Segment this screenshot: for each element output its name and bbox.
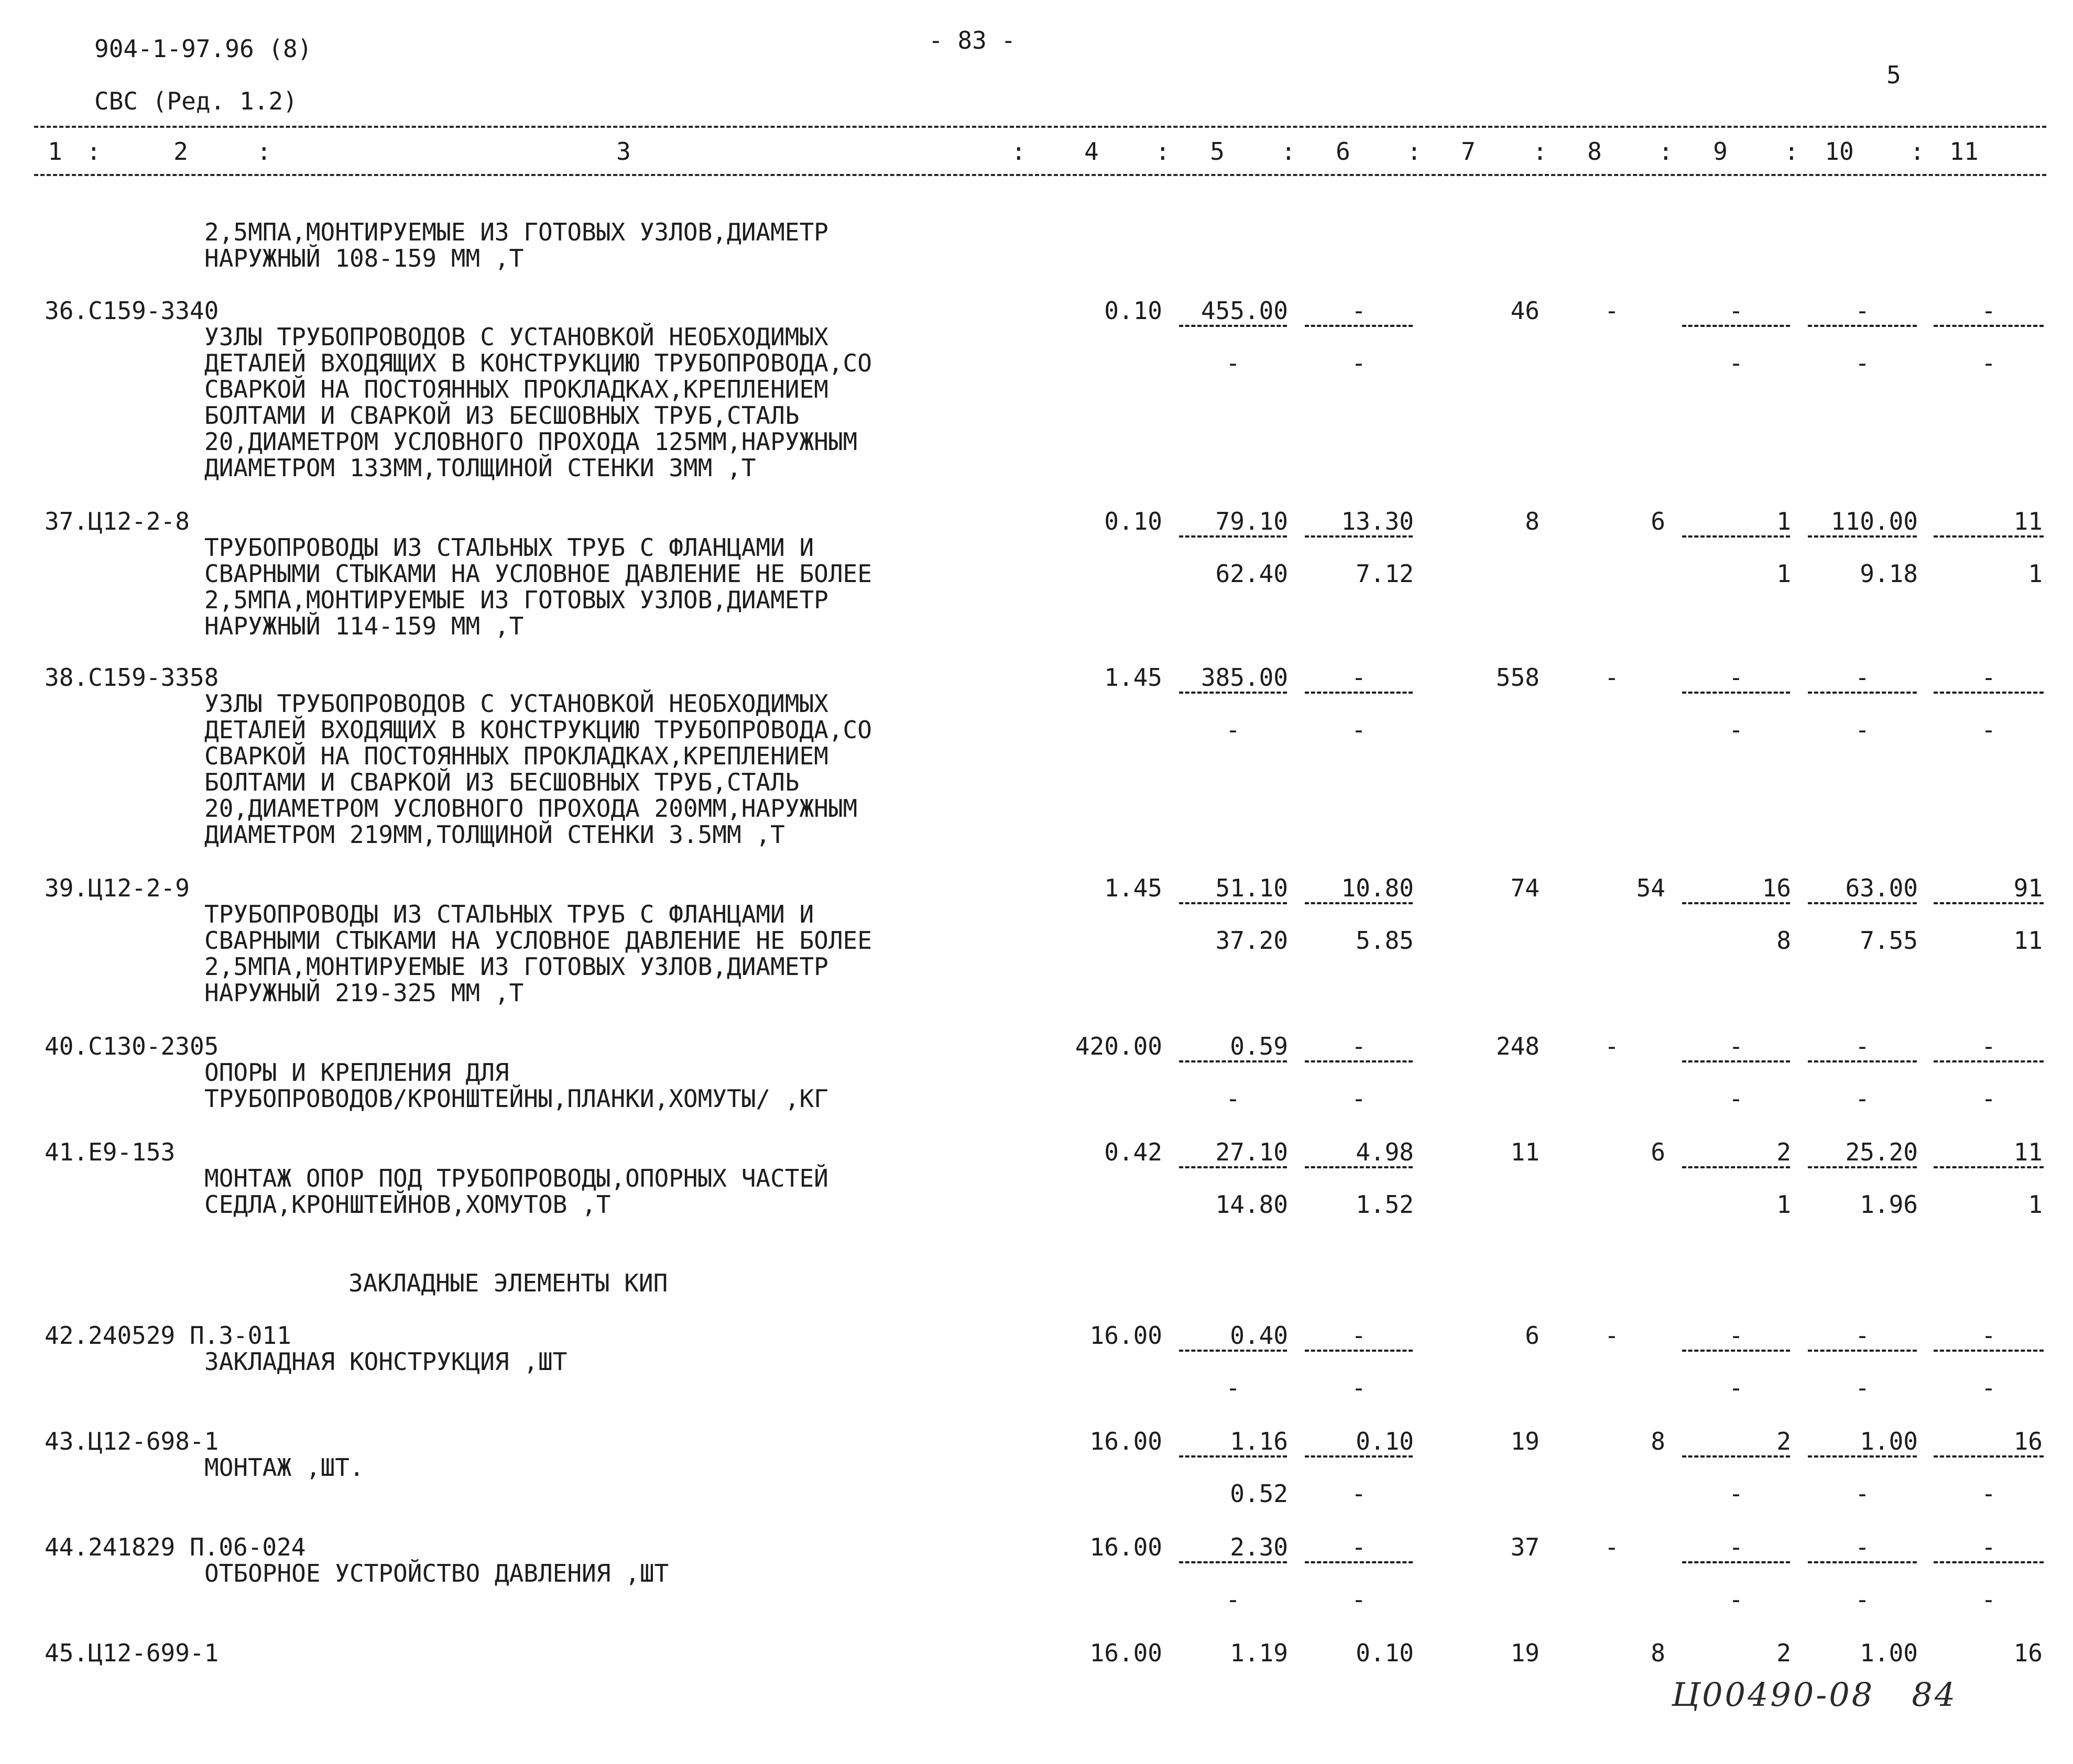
value-c9-top: 2 <box>1776 1639 1791 1667</box>
col8-value: - <box>1605 1321 1619 1350</box>
row-description-line: СВАРКОЙ НА ПОСТОЯННЫХ ПРОКЛАДКАХ,КРЕПЛЕНИЕМ <box>204 375 828 403</box>
quantity-value: 420.00 <box>1075 1032 1162 1060</box>
col8-value: - <box>1605 1032 1619 1060</box>
fraction-divider <box>1682 902 1790 904</box>
carryover-description-line: НАРУЖНЫЙ 108-159 ММ ,Т <box>204 244 524 272</box>
value-c6-top: 0.10 <box>1356 1427 1414 1455</box>
fraction-divider <box>1682 1166 1790 1168</box>
value-c9-bottom: - <box>1729 1084 1743 1113</box>
row-description-line: ДЕТАЛЕЙ ВХОДЯЩИХ В КОНСТРУКЦИЮ ТРУБОПРОВОДА,СО <box>204 349 872 377</box>
value-c5-bottom: - <box>1226 1084 1240 1113</box>
value-c10-top: 110.00 <box>1830 507 1918 535</box>
value-c6-bottom: 5.85 <box>1356 926 1414 955</box>
value-c11-bottom: - <box>1981 349 1996 377</box>
value-c6-bottom: - <box>1351 1480 1366 1508</box>
value-c6-top: - <box>1351 1321 1366 1350</box>
fraction-divider <box>1682 1561 1790 1563</box>
row-description-line: СВАРНЫМИ СТЫКАМИ НА УСЛОВНОЕ ДАВЛЕНИЕ НЕ БОЛЕЕ <box>204 926 872 955</box>
row-description-line: СВАРНЫМИ СТЫКАМИ НА УСЛОВНОЕ ДАВЛЕНИЕ НЕ БОЛЕЕ <box>204 560 872 588</box>
fraction-divider <box>1305 535 1413 538</box>
value-c10-top: - <box>1855 1321 1870 1350</box>
value-c6-bottom: 1.52 <box>1356 1190 1414 1219</box>
value-c10-bottom: - <box>1855 716 1870 744</box>
value-c5-bottom: - <box>1226 349 1240 377</box>
value-c11-top: 11 <box>2013 1138 2043 1166</box>
row-description-line: ДИАМЕТРОМ 219ММ,ТОЛЩИНОЙ СТЕНКИ 3.5ММ ,Т <box>204 820 785 849</box>
value-c10-bottom: - <box>1855 1374 1870 1402</box>
column-header-8: 8 <box>1587 137 1602 166</box>
fraction-divider <box>1934 1561 2044 1563</box>
col8-value: 8 <box>1651 1427 1665 1455</box>
value-c5-bottom: 14.80 <box>1215 1190 1288 1219</box>
value-c9-top: - <box>1729 1032 1743 1060</box>
value-c9-bottom: 8 <box>1776 926 1791 955</box>
value-c11-bottom: - <box>1981 716 1996 744</box>
col8-value: 54 <box>1636 874 1665 902</box>
col7-value: 11 <box>1510 1138 1540 1166</box>
row-description-line: ТРУБОПРОВОДЫ ИЗ СТАЛЬНЫХ ТРУБ С ФЛАНЦАМИ И <box>204 533 814 562</box>
fraction-divider <box>1305 325 1413 327</box>
row-description-line: 2,5МПА,МОНТИРУЕМЫЕ ИЗ ГОТОВЫХ УЗЛОВ,ДИАМЕТР <box>204 586 828 614</box>
value-c5-top: 385.00 <box>1201 663 1288 692</box>
value-c11-top: - <box>1981 663 1996 692</box>
value-c6-top: - <box>1351 297 1366 325</box>
value-c5-bottom: 37.20 <box>1215 926 1288 955</box>
value-c11-bottom: - <box>1981 1374 1996 1402</box>
row-description-line: СЕДЛА,КРОНШТЕЙНОВ,ХОМУТОВ ,Т <box>204 1190 611 1219</box>
col7-value: 8 <box>1525 507 1540 535</box>
column-header-2: 2 <box>173 137 188 166</box>
fraction-divider <box>1179 1060 1287 1062</box>
row-code: 40.С130-2305 <box>45 1032 219 1060</box>
value-c9-top: 16 <box>1762 874 1791 902</box>
value-c10-top: - <box>1855 1032 1870 1060</box>
column-separator: : <box>1281 137 1296 166</box>
value-c6-bottom: 7.12 <box>1356 560 1414 588</box>
row-code: 37.Ц12-2-8 <box>45 507 190 535</box>
column-header-1: 1 <box>48 137 62 166</box>
quantity-value: 1.45 <box>1104 874 1162 902</box>
row-code: 45.Ц12-699-1 <box>45 1639 219 1667</box>
quantity-value: 16.00 <box>1089 1427 1162 1455</box>
fraction-divider <box>1808 692 1917 694</box>
value-c6-bottom: - <box>1351 1374 1366 1402</box>
col8-value: 8 <box>1651 1639 1665 1667</box>
value-c5-top: 2.30 <box>1230 1533 1288 1561</box>
column-separator: : <box>1533 137 1547 166</box>
value-c5-top: 455.00 <box>1201 297 1288 325</box>
col7-value: 37 <box>1510 1533 1540 1561</box>
value-c10-bottom: 9.18 <box>1860 560 1918 588</box>
fraction-divider <box>1934 692 2044 694</box>
value-c5-bottom: - <box>1226 1374 1240 1402</box>
value-c9-top: - <box>1729 1321 1743 1350</box>
col8-value: 6 <box>1651 1138 1665 1166</box>
value-c10-bottom: 7.55 <box>1860 926 1918 955</box>
row-code: 38.С159-3358 <box>45 663 219 692</box>
row-code: 43.Ц12-698-1 <box>45 1427 219 1455</box>
fraction-divider <box>1934 1166 2044 1168</box>
fraction-divider <box>1682 692 1790 694</box>
fraction-divider <box>1179 325 1287 327</box>
value-c9-bottom: - <box>1729 349 1743 377</box>
fraction-divider <box>1305 1561 1413 1563</box>
col7-value: 248 <box>1496 1032 1540 1060</box>
value-c10-top: 1.00 <box>1860 1427 1918 1455</box>
value-c9-top: 2 <box>1776 1138 1791 1166</box>
col7-value: 19 <box>1510 1639 1540 1667</box>
value-c10-top: - <box>1855 663 1870 692</box>
value-c6-top: - <box>1351 663 1366 692</box>
column-header-4: 4 <box>1084 137 1099 166</box>
value-c5-top: 79.10 <box>1215 507 1288 535</box>
value-c6-bottom: - <box>1351 716 1366 744</box>
fraction-divider <box>1305 1455 1413 1458</box>
value-c10-top: 25.20 <box>1845 1138 1918 1166</box>
fraction-divider <box>1808 1455 1917 1458</box>
value-c10-top: 1.00 <box>1860 1639 1918 1667</box>
row-description-line: МОНТАЖ ,ШТ. <box>204 1453 364 1482</box>
row-description-line: МОНТАЖ ОПОР ПОД ТРУБОПРОВОДЫ,ОПОРНЫХ ЧАСТЕЙ <box>204 1164 828 1192</box>
value-c6-bottom: - <box>1351 1084 1366 1113</box>
fraction-divider <box>1305 692 1413 694</box>
value-c11-top: 91 <box>2013 874 2043 902</box>
carryover-description-line: 2,5МПА,МОНТИРУЕМЫЕ ИЗ ГОТОВЫХ УЗЛОВ,ДИАМЕТР <box>204 218 828 246</box>
fraction-divider <box>1179 902 1287 904</box>
col7-value: 74 <box>1510 874 1540 902</box>
fraction-divider <box>1682 1455 1790 1458</box>
value-c9-top: - <box>1729 1533 1743 1561</box>
value-c11-top: 16 <box>2013 1427 2043 1455</box>
row-description-line: ТРУБОПРОВОДЫ ИЗ СТАЛЬНЫХ ТРУБ С ФЛАНЦАМИ И <box>204 900 814 928</box>
fraction-divider <box>1934 325 2044 327</box>
row-description-line: ОТБОРНОЕ УСТРОЙСТВО ДАВЛЕНИЯ ,ШТ <box>204 1559 669 1587</box>
value-c11-top: 16 <box>2013 1639 2043 1667</box>
value-c6-top: - <box>1351 1032 1366 1060</box>
row-description-line: 2,5МПА,МОНТИРУЕМЫЕ ИЗ ГОТОВЫХ УЗЛОВ,ДИАМЕТР <box>204 952 828 981</box>
fraction-divider <box>1305 1350 1413 1352</box>
fraction-divider <box>1808 1060 1917 1062</box>
value-c11-bottom: - <box>1981 1084 1996 1113</box>
handwritten-note: Ц00490-08 84 <box>1672 1675 1958 1714</box>
col7-value: 6 <box>1525 1321 1540 1350</box>
fraction-divider <box>1682 535 1790 538</box>
column-header-7: 7 <box>1461 137 1476 166</box>
value-c10-bottom: 1.96 <box>1860 1190 1918 1219</box>
value-c11-bottom: 1 <box>2028 1190 2043 1219</box>
column-separator: : <box>1659 137 1673 166</box>
fraction-divider <box>1808 902 1917 904</box>
col8-value: - <box>1605 663 1619 692</box>
quantity-value: 0.10 <box>1104 297 1162 325</box>
quantity-value: 0.10 <box>1104 507 1162 535</box>
row-code: 36.С159-3340 <box>45 297 219 325</box>
page-marker: - 83 - <box>929 26 1016 54</box>
row-description-line: 20,ДИАМЕТРОМ УСЛОВНОГО ПРОХОДА 200ММ,НАРУЖНЫМ <box>204 794 858 823</box>
value-c6-top: 0.10 <box>1356 1639 1414 1667</box>
column-header-11: 11 <box>1949 137 1979 166</box>
value-c6-top: 13.30 <box>1341 507 1414 535</box>
row-description-line: БОЛТАМИ И СВАРКОЙ ИЗ БЕСШОВНЫХ ТРУБ,СТАЛЬ <box>204 401 800 430</box>
value-c6-top: 4.98 <box>1356 1138 1414 1166</box>
fraction-divider <box>1934 1060 2044 1062</box>
fraction-divider <box>1934 902 2044 904</box>
row-code: 39.Ц12-2-9 <box>45 874 190 902</box>
row-description-line: УЗЛЫ ТРУБОПРОВОДОВ С УСТАНОВКОЙ НЕОБХОДИМЫХ <box>204 689 828 718</box>
col8-value: 6 <box>1651 507 1665 535</box>
fraction-divider <box>1808 325 1917 327</box>
value-c9-bottom: - <box>1729 1585 1743 1614</box>
row-description-line: ЗАКЛАДНАЯ КОНСТРУКЦИЯ ,ШТ <box>204 1347 568 1376</box>
value-c9-bottom: 1 <box>1776 560 1791 588</box>
value-c11-top: 11 <box>2013 507 2043 535</box>
fraction-divider <box>1305 902 1413 904</box>
fraction-divider <box>1682 1350 1790 1352</box>
fraction-divider <box>1682 325 1790 327</box>
col7-value: 558 <box>1496 663 1540 692</box>
col8-value: - <box>1605 1533 1619 1561</box>
fraction-divider <box>1305 1060 1413 1062</box>
quantity-value: 16.00 <box>1089 1533 1162 1561</box>
value-c11-bottom: 1 <box>2028 560 2043 588</box>
value-c9-top: - <box>1729 297 1743 325</box>
column-separator: : <box>86 137 101 166</box>
row-description-line: ДИАМЕТРОМ 133ММ,ТОЛЩИНОЙ СТЕНКИ 3ММ ,Т <box>204 454 756 482</box>
row-description-line: ДЕТАЛЕЙ ВХОДЯЩИХ В КОНСТРУКЦИЮ ТРУБОПРОВОДА,СО <box>204 716 872 744</box>
column-separator: : <box>1910 137 1925 166</box>
fraction-divider <box>1934 1455 2044 1458</box>
value-c9-top: 2 <box>1776 1427 1791 1455</box>
row-code: 41.Е9-153 <box>45 1138 176 1166</box>
fraction-divider <box>1808 1350 1917 1352</box>
doc-code: 904-1-97.96 (8) <box>94 35 312 63</box>
fraction-divider <box>1179 535 1287 538</box>
col7-value: 46 <box>1510 297 1540 325</box>
value-c9-bottom: - <box>1729 1374 1743 1402</box>
fraction-divider <box>1934 535 2044 538</box>
value-c10-top: - <box>1855 1533 1870 1561</box>
row-description-line: БОЛТАМИ И СВАРКОЙ ИЗ БЕСШОВНЫХ ТРУБ,СТАЛЬ <box>204 768 800 796</box>
value-c11-top: - <box>1981 1032 1996 1060</box>
value-c5-bottom: 62.40 <box>1215 560 1288 588</box>
row-description-line: ОПОРЫ И КРЕПЛЕНИЯ ДЛЯ <box>204 1058 509 1087</box>
value-c5-bottom: - <box>1226 1585 1240 1614</box>
value-c10-top: 63.00 <box>1845 874 1918 902</box>
row-description-line: НАРУЖНЫЙ 219-325 ММ ,Т <box>204 979 524 1007</box>
value-c5-top: 0.40 <box>1230 1321 1288 1350</box>
fraction-divider <box>1179 692 1287 694</box>
col8-value: - <box>1605 297 1619 325</box>
value-c9-bottom: 1 <box>1776 1190 1791 1219</box>
value-c5-top: 1.16 <box>1230 1427 1288 1455</box>
fraction-divider <box>1808 1561 1917 1563</box>
quantity-value: 16.00 <box>1089 1321 1162 1350</box>
value-c6-bottom: - <box>1351 1585 1366 1614</box>
column-header-10: 10 <box>1825 137 1854 166</box>
value-c6-top: 10.80 <box>1341 874 1414 902</box>
fraction-divider <box>1179 1166 1287 1168</box>
value-c6-top: - <box>1351 1533 1366 1561</box>
value-c11-top: - <box>1981 1321 1996 1350</box>
column-separator: : <box>1784 137 1799 166</box>
value-c11-bottom: 11 <box>2013 926 2043 955</box>
column-separator: : <box>1155 137 1170 166</box>
fraction-divider <box>1179 1561 1287 1563</box>
value-c5-bottom: 0.52 <box>1230 1480 1288 1508</box>
row-description-line: ТРУБОПРОВОДОВ/КРОНШТЕЙНЫ,ПЛАНКИ,ХОМУТЫ/ ,КГ <box>204 1084 828 1113</box>
value-c10-bottom: - <box>1855 1480 1870 1508</box>
fraction-divider <box>1179 1455 1287 1458</box>
row-code: 44.241829 П.06-024 <box>45 1533 306 1561</box>
header-rule-top <box>34 126 2046 128</box>
value-c5-top: 27.10 <box>1215 1138 1288 1166</box>
value-c10-bottom: - <box>1855 1585 1870 1614</box>
value-c5-top: 1.19 <box>1230 1639 1288 1667</box>
quantity-value: 0.42 <box>1104 1138 1162 1166</box>
value-c5-top: 0.59 <box>1230 1032 1288 1060</box>
section-heading: ЗАКЛАДНЫЕ ЭЛЕМЕНТЫ КИП <box>348 1269 668 1297</box>
value-c10-bottom: - <box>1855 1084 1870 1113</box>
fraction-divider <box>1682 1060 1790 1062</box>
fraction-divider <box>1934 1350 2044 1352</box>
row-description-line: 20,ДИАМЕТРОМ УСЛОВНОГО ПРОХОДА 125ММ,НАРУЖНЫМ <box>204 428 858 456</box>
value-c5-bottom: - <box>1226 716 1240 744</box>
column-separator: : <box>1011 137 1026 166</box>
column-header-3: 3 <box>616 137 631 166</box>
value-c11-top: - <box>1981 1533 1996 1561</box>
value-c11-bottom: - <box>1981 1480 1996 1508</box>
value-c9-bottom: - <box>1729 1480 1743 1508</box>
value-c5-top: 51.10 <box>1215 874 1288 902</box>
fraction-divider <box>1808 1166 1917 1168</box>
column-header-6: 6 <box>1336 137 1350 166</box>
fraction-divider <box>1305 1166 1413 1168</box>
col7-value: 19 <box>1510 1427 1540 1455</box>
value-c6-bottom: - <box>1351 349 1366 377</box>
row-description-line: СВАРКОЙ НА ПОСТОЯННЫХ ПРОКЛАДКАХ,КРЕПЛЕНИЕМ <box>204 742 828 770</box>
value-c10-bottom: - <box>1855 349 1870 377</box>
value-c11-top: - <box>1981 297 1996 325</box>
quantity-value: 1.45 <box>1104 663 1162 692</box>
fraction-divider <box>1179 1350 1287 1352</box>
section-number: 5 <box>1886 61 1901 89</box>
header-rule-bottom <box>34 174 2046 176</box>
row-code: 42.240529 П.3-011 <box>45 1321 291 1350</box>
quantity-value: 16.00 <box>1089 1639 1162 1667</box>
value-c9-bottom: - <box>1729 716 1743 744</box>
column-separator: : <box>257 137 271 166</box>
column-header-5: 5 <box>1210 137 1225 166</box>
column-header-9: 9 <box>1713 137 1728 166</box>
edition-label: СВС (Ред. 1.2) <box>94 87 298 115</box>
column-separator: : <box>1407 137 1422 166</box>
value-c9-top: 1 <box>1776 507 1791 535</box>
row-description-line: НАРУЖНЫЙ 114-159 ММ ,Т <box>204 612 524 640</box>
value-c9-top: - <box>1729 663 1743 692</box>
value-c10-top: - <box>1855 297 1870 325</box>
fraction-divider <box>1808 535 1917 538</box>
row-description-line: УЗЛЫ ТРУБОПРОВОДОВ С УСТАНОВКОЙ НЕОБХОДИМЫХ <box>204 323 828 351</box>
value-c11-bottom: - <box>1981 1585 1996 1614</box>
